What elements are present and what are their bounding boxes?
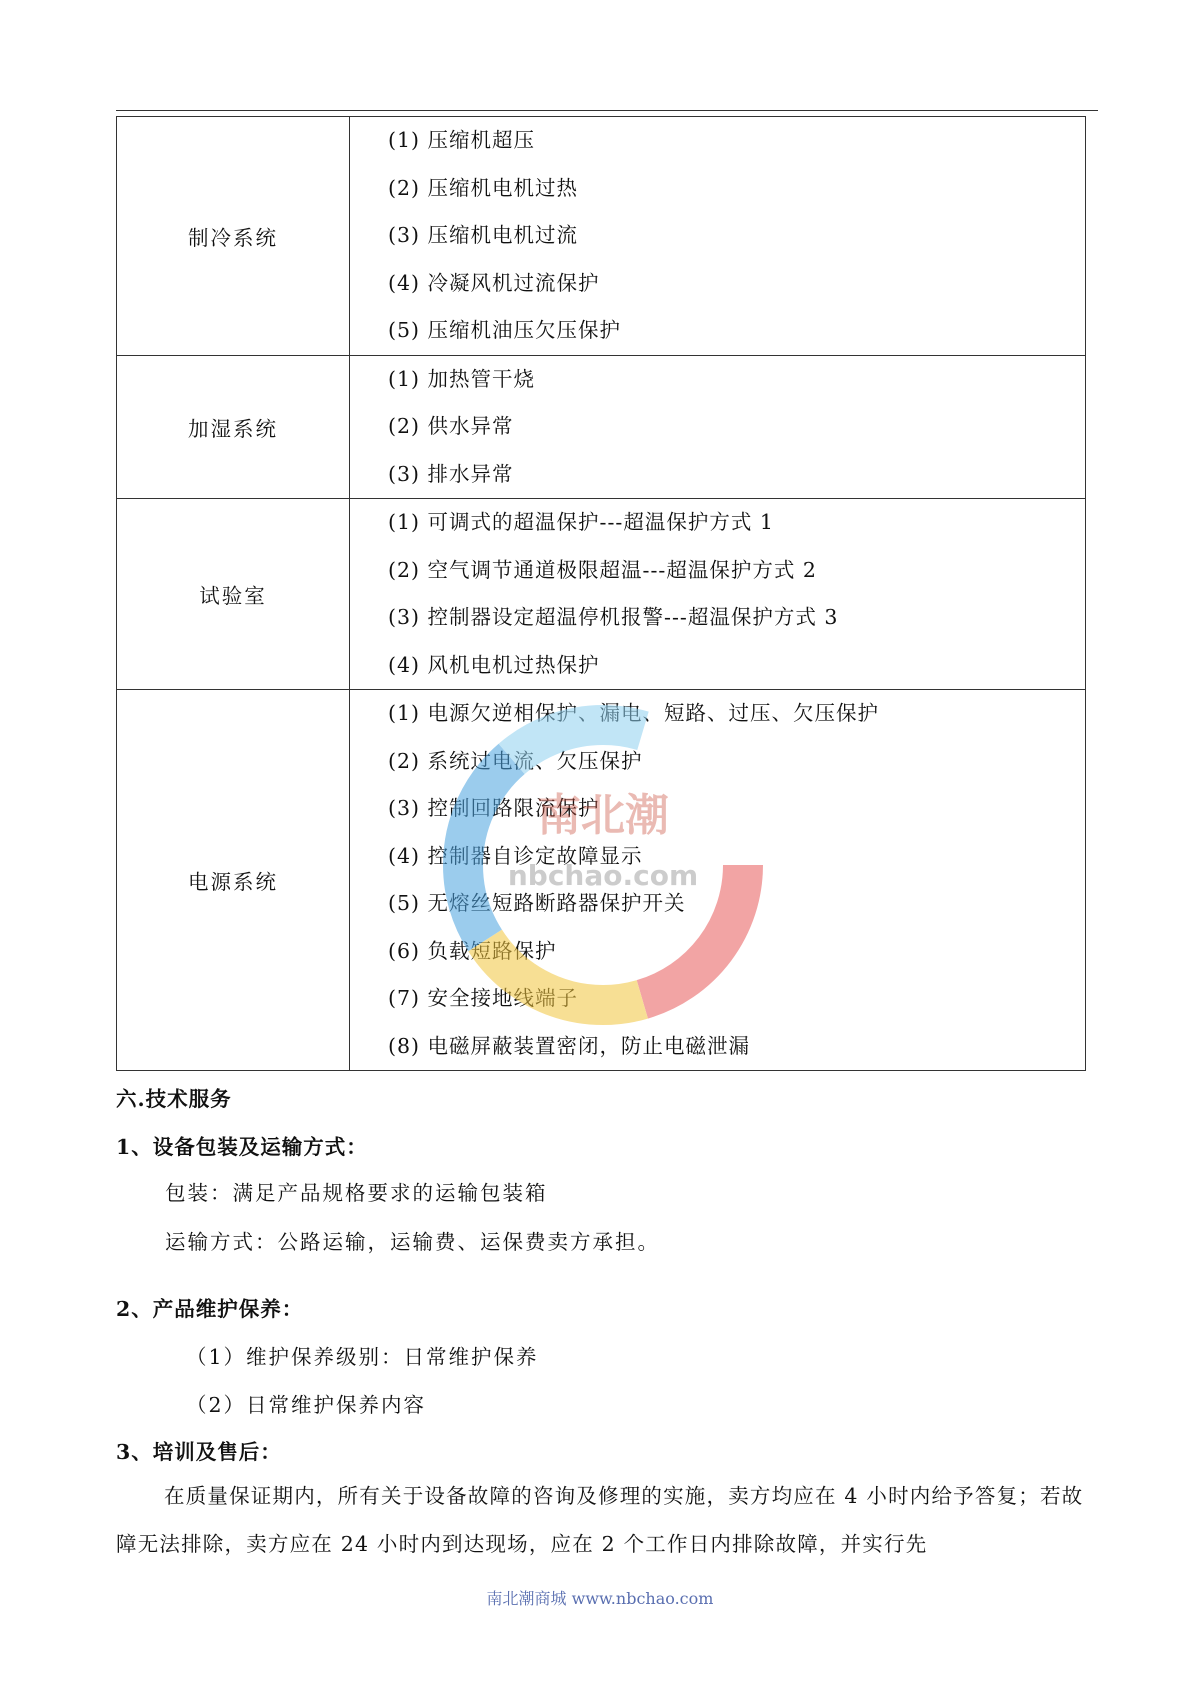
list-item: (3) 控制器设定超温停机报警---超温保护方式 3 [388, 605, 839, 629]
watermark-domain: nbchao.com [507, 859, 699, 892]
list-item: (8) 电磁屏蔽装置密闭，防止电磁泄漏 [388, 1033, 751, 1058]
list-item: (1) 可调式的超温保护---超温保护方式 1 [388, 510, 774, 534]
list-item: (2) 系统过电流、欠压保护 [388, 748, 643, 773]
table-row [117, 355, 1086, 499]
page-footer: 南北潮商城 www.nbchao.com [486, 1589, 714, 1608]
list-item: (4) 风机电机过热保护 [388, 652, 600, 677]
list-item: (2) 供水异常 [388, 414, 514, 438]
list-item: (5) 无熔丝短路断路器保护开关 [388, 891, 686, 915]
list-item: (1) 压缩机超压 [388, 128, 536, 152]
maintenance-item: （1）维护保养级别：日常维护保养 [186, 1345, 539, 1369]
subsection-title: 1、设备包装及运输方式： [116, 1135, 368, 1159]
items-cell [350, 499, 1086, 690]
list-item: (1) 电源欠逆相保护、漏电、短路、过压、欠压保护 [388, 701, 880, 725]
category-cell: 试验室 [117, 499, 350, 690]
transport-text: 运输方式：公路运输，运输费、运保费卖方承担。 [165, 1230, 660, 1254]
list-item: (3) 压缩机电机过流 [388, 223, 579, 247]
list-item: (2) 压缩机电机过热 [388, 175, 579, 200]
list-item: (5) 压缩机油压欠压保护 [388, 318, 622, 342]
table-row [117, 117, 1086, 356]
subsection-title: 2、产品维护保养： [116, 1297, 304, 1321]
list-item: (2) 空气调节通道极限超温---超温保护方式 2 [388, 557, 817, 582]
service-paragraph: 在质量保证期内，所有关于设备故障的咨询及修理的实施，卖方均应在 4 小时内给予答复；若故障无法排除，卖方应在 24 小时内到达现场，应在 2 个工作日内排除故障，并实行先 [116, 1484, 1084, 1556]
protection-table [116, 116, 1086, 1071]
items-cell [350, 117, 1086, 356]
subsection-title: 3、培训及售后： [116, 1440, 282, 1464]
list-item: (1) 加热管干烧 [388, 366, 536, 391]
table-row [117, 499, 1086, 690]
list-item: (4) 控制器自诊定故障显示 [388, 843, 643, 868]
items-cell [350, 690, 1086, 1071]
category-cell: 电源系统 [117, 690, 350, 1071]
items-cell [350, 355, 1086, 499]
list-item: (7) 安全接地线端子 [388, 986, 579, 1010]
list-item: (3) 排水异常 [388, 461, 514, 486]
section-heading: 六.技术服务 [116, 1087, 232, 1111]
list-item: (4) 冷凝风机过流保护 [388, 270, 600, 295]
maintenance-item: （2）日常维护保养内容 [186, 1393, 427, 1417]
header-rule [116, 110, 1098, 111]
packaging-text: 包装：满足产品规格要求的运输包装箱 [165, 1181, 548, 1205]
watermark-brand: 南北潮 [537, 790, 669, 841]
list-item: (6) 负载短路保护 [388, 938, 557, 963]
table-row [117, 690, 1086, 1071]
list-item: (3) 控制回路限流保护 [388, 796, 600, 820]
category-cell: 制冷系统 [117, 117, 350, 356]
category-cell: 加湿系统 [117, 355, 350, 499]
